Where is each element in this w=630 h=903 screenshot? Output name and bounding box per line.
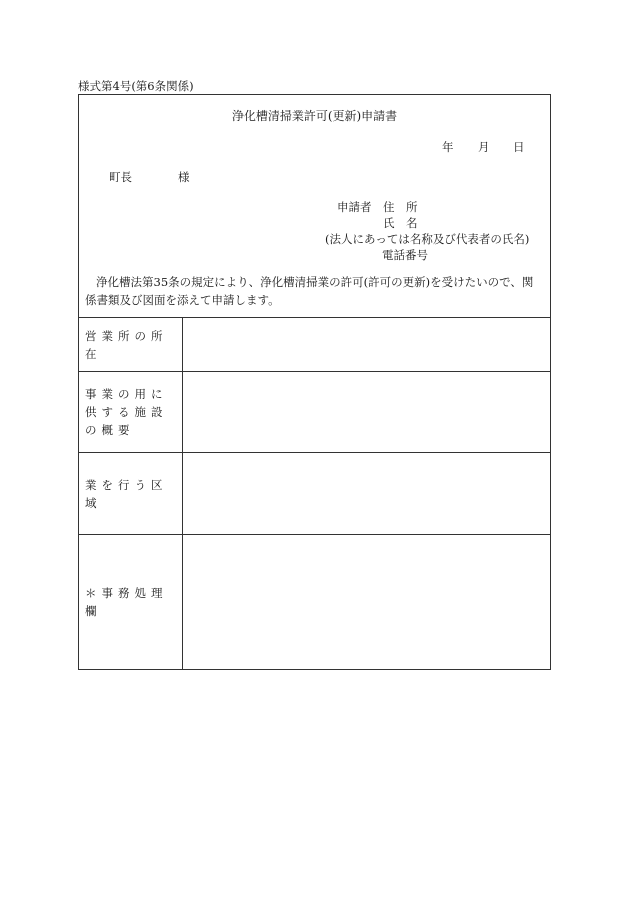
facility-overview-field[interactable] xyxy=(183,372,551,453)
form-number: 様式第4号(第6条関係) xyxy=(78,79,194,93)
table-row xyxy=(79,372,551,453)
applicant-address-label: 住 所 xyxy=(383,200,418,214)
service-area-label: 業を行う区域 xyxy=(79,453,183,535)
addressee-honorific: 様 xyxy=(178,170,190,184)
applicant-name-label: 氏 名 xyxy=(383,216,418,230)
applicant-name-note: (法人にあっては名称及び代表者の氏名) xyxy=(325,232,530,246)
applicant-label: 申請者 xyxy=(337,200,372,214)
office-location-label: 営業所の所在 xyxy=(79,318,183,372)
date-month-label: 月 xyxy=(478,140,490,154)
addressee-town: 町長 xyxy=(109,170,132,184)
table-row xyxy=(79,318,551,372)
table-row xyxy=(79,453,551,535)
facility-overview-label: 事業の用に供する施設の概要 xyxy=(79,372,183,453)
applicant-phone-label: 電話番号 xyxy=(382,248,428,262)
application-form-frame xyxy=(78,94,551,670)
date-day-label: 日 xyxy=(513,140,525,154)
form-title: 浄化槽清掃業許可(更新)申請書 xyxy=(231,109,398,123)
application-fields-table xyxy=(78,317,551,670)
date-year-label: 年 xyxy=(442,140,454,154)
application-statement: 浄化槽法第35条の規定により、浄化槽清掃業の許可(許可の更新)を受けたいので、関係書類及び図面を添えて申請します。 xyxy=(85,275,534,307)
office-location-field[interactable] xyxy=(183,318,551,372)
office-processing-field xyxy=(183,535,551,670)
table-row xyxy=(79,535,551,670)
office-processing-label: ＊事務処理欄 xyxy=(79,535,183,670)
service-area-field[interactable] xyxy=(183,453,551,535)
